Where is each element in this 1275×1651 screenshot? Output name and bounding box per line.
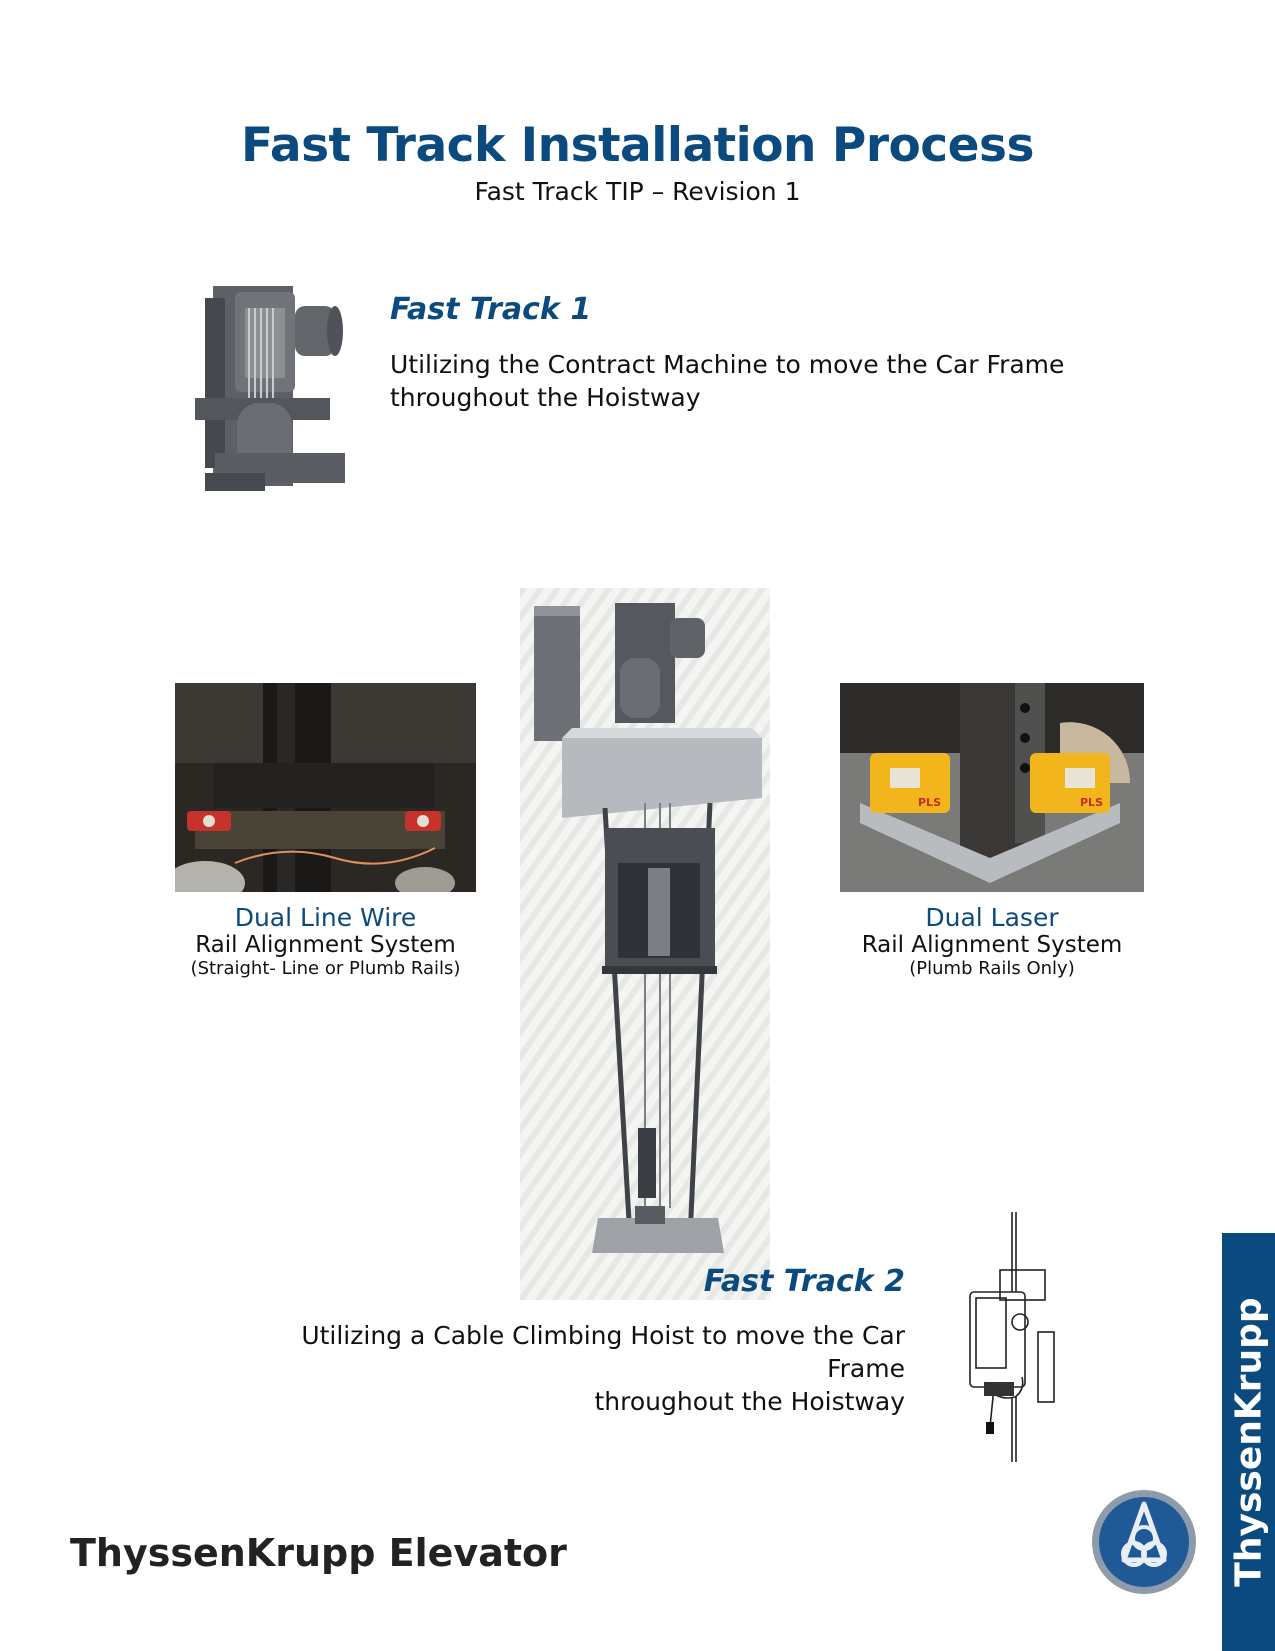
fast-track-2-description: [245, 1319, 905, 1418]
page-title: Fast Track Installation Process: [241, 118, 1034, 173]
dual-laser-subtitle: Rail Alignment System: [861, 932, 1123, 958]
dual-line-wire-photo: [175, 683, 476, 892]
footer-brand: ThyssenKrupp Elevator: [70, 1531, 567, 1575]
side-brand-bar: [1222, 1233, 1275, 1651]
dual-line-wire-title: Dual Line Wire: [234, 903, 417, 932]
dual-laser-photo: [840, 683, 1144, 892]
dual-line-wire-subtitle: Rail Alignment System: [195, 932, 456, 958]
fast-track-2-description-line2: throughout the Hoistway: [594, 1387, 905, 1416]
cable-climbing-hoist-drawing: [960, 1212, 1060, 1462]
page-subtitle: Fast Track TIP – Revision 1: [474, 177, 801, 206]
laser-device-label-left: PLS: [918, 796, 941, 809]
dual-laser-title: Dual Laser: [925, 903, 1059, 932]
fast-track-1-heading: Fast Track 1: [390, 292, 592, 327]
dual-line-wire-caption: [175, 903, 476, 979]
side-brand-text: ThyssenKrupp: [1228, 1297, 1269, 1587]
thyssenkrupp-logo: [1090, 1488, 1198, 1596]
fast-track-2-heading: Fast Track 2: [703, 1264, 905, 1299]
fast-track-2-description-line1: Utilizing a Cable Climbing Hoist to move the Car Frame: [301, 1321, 905, 1383]
hoistway-illustration: [520, 588, 770, 1300]
fast-track-1-description-line1: Utilizing the Contract Machine to move the Car Frame: [390, 350, 1065, 379]
laser-device-label-right: PLS: [1080, 796, 1103, 809]
dual-laser-caption: [840, 903, 1144, 979]
fast-track-1-description-line2: throughout the Hoistway: [390, 383, 701, 412]
fast-track-1-description: [390, 348, 1064, 414]
traction-machine-illustration: [195, 278, 355, 498]
dual-laser-note: (Plumb Rails Only): [909, 958, 1075, 979]
dual-line-wire-note: (Straight- Line or Plumb Rails): [190, 958, 461, 979]
